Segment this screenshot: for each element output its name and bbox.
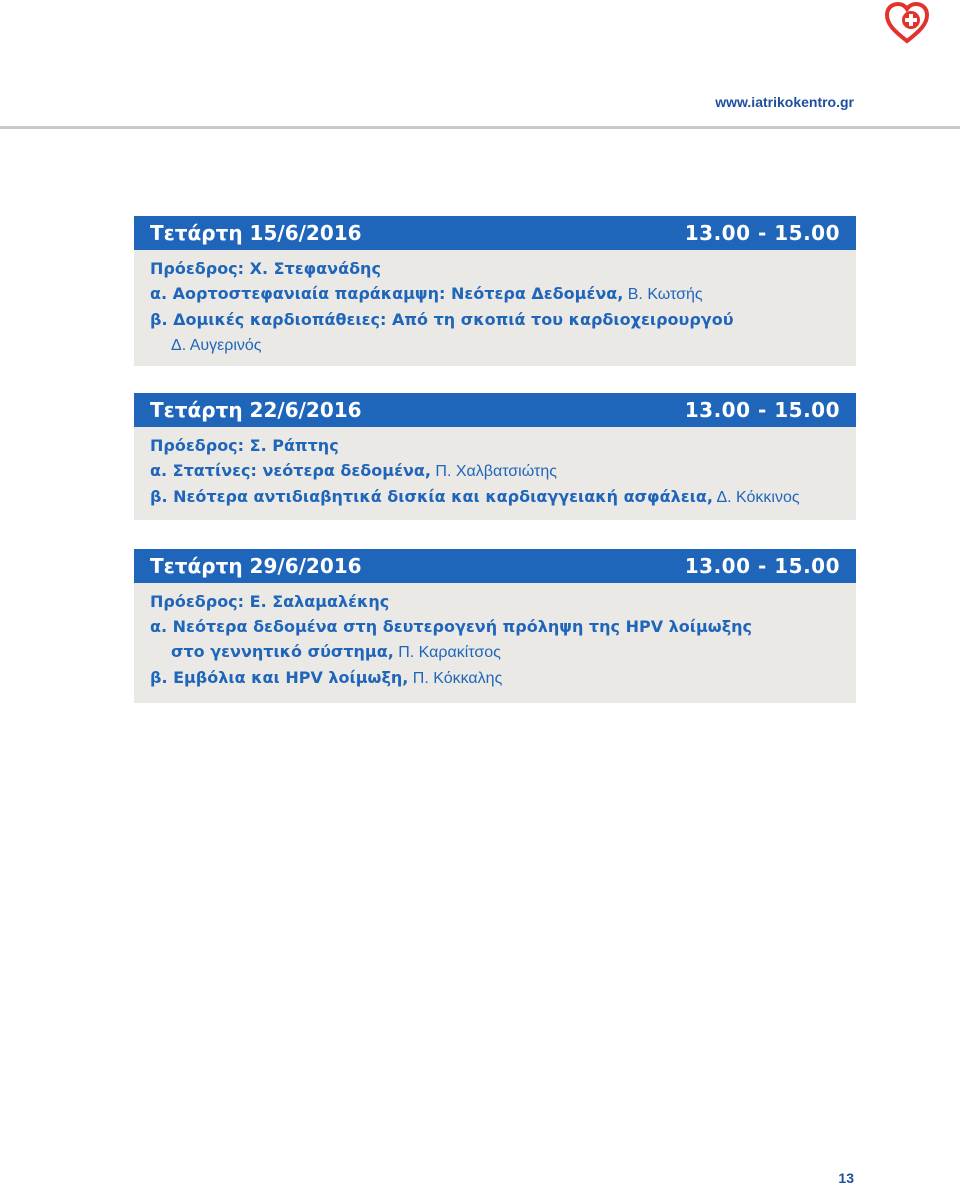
- talk-title-continued: στο γεννητικό σύστημα,: [171, 642, 394, 661]
- heart-cross-icon: [884, 2, 930, 44]
- talk-title: α. Αορτοστεφανιαία παράκαμψη: Νεότερα Δεδομένα,: [150, 284, 624, 303]
- session-date: Τετάρτη 15/6/2016: [150, 221, 362, 245]
- session-header: [134, 393, 856, 427]
- talk-item-continued: [150, 639, 840, 665]
- talk-item: [150, 458, 840, 484]
- session-1: [134, 216, 856, 366]
- talk-speaker: Π. Κόκκαλης: [408, 670, 503, 687]
- session-time: 13.00 - 15.00: [684, 398, 840, 422]
- page-number: 13: [838, 1170, 854, 1186]
- talk-item: [150, 614, 840, 639]
- header-divider: [0, 126, 960, 129]
- heart-cross-icon-svg: [884, 2, 930, 44]
- talk-item: [150, 307, 840, 332]
- session-time: 13.00 - 15.00: [684, 221, 840, 245]
- talk-speaker: Δ. Κόκκινος: [712, 489, 800, 506]
- talk-item: [150, 281, 840, 307]
- website-url[interactable]: www.iatrikokentro.gr: [715, 94, 854, 110]
- talk-title: α. Νεότερα δεδομένα στη δευτερογενή πρόληψη της HPV λοίμωξης: [150, 617, 753, 636]
- talk-title: α. Στατίνες: νεότερα δεδομένα,: [150, 461, 431, 480]
- talk-title: β. Νεότερα αντιδιαβητικά δισκία και καρδιαγγειακή ασφάλεια,: [150, 487, 713, 506]
- session-chair: Πρόεδρος: Σ. Ράπτης: [150, 436, 339, 455]
- talk-title: β. Δομικές καρδιοπάθειες: Από τη σκοπιά του καρδιοχειρουργού: [150, 310, 734, 329]
- session-header: [134, 216, 856, 250]
- talk-speaker: Π. Χαλβατσιώτης: [430, 463, 557, 480]
- session-3: [134, 549, 856, 703]
- session-date: Τετάρτη 29/6/2016: [150, 554, 362, 578]
- session-body: [134, 583, 856, 703]
- session-body: [134, 250, 856, 366]
- session-2: [134, 393, 856, 520]
- session-chair: Πρόεδρος: Χ. Στεφανάδης: [150, 259, 381, 278]
- talk-item: [150, 484, 840, 510]
- talk-title: β. Εμβόλια και HPV λοίμωξη,: [150, 668, 409, 687]
- talk-item: [150, 665, 840, 691]
- session-date: Τετάρτη 22/6/2016: [150, 398, 362, 422]
- session-body: [134, 427, 856, 520]
- talk-speaker: Δ. Αυγερινός: [171, 337, 262, 354]
- session-header: [134, 549, 856, 583]
- talk-item-continued: [150, 332, 840, 358]
- session-chair: Πρόεδρος: Ε. Σαλαμαλέκης: [150, 592, 390, 611]
- talk-speaker: Β. Κωτσής: [623, 286, 703, 303]
- session-time: 13.00 - 15.00: [684, 554, 840, 578]
- talk-speaker: Π. Καρακίτσος: [393, 644, 501, 661]
